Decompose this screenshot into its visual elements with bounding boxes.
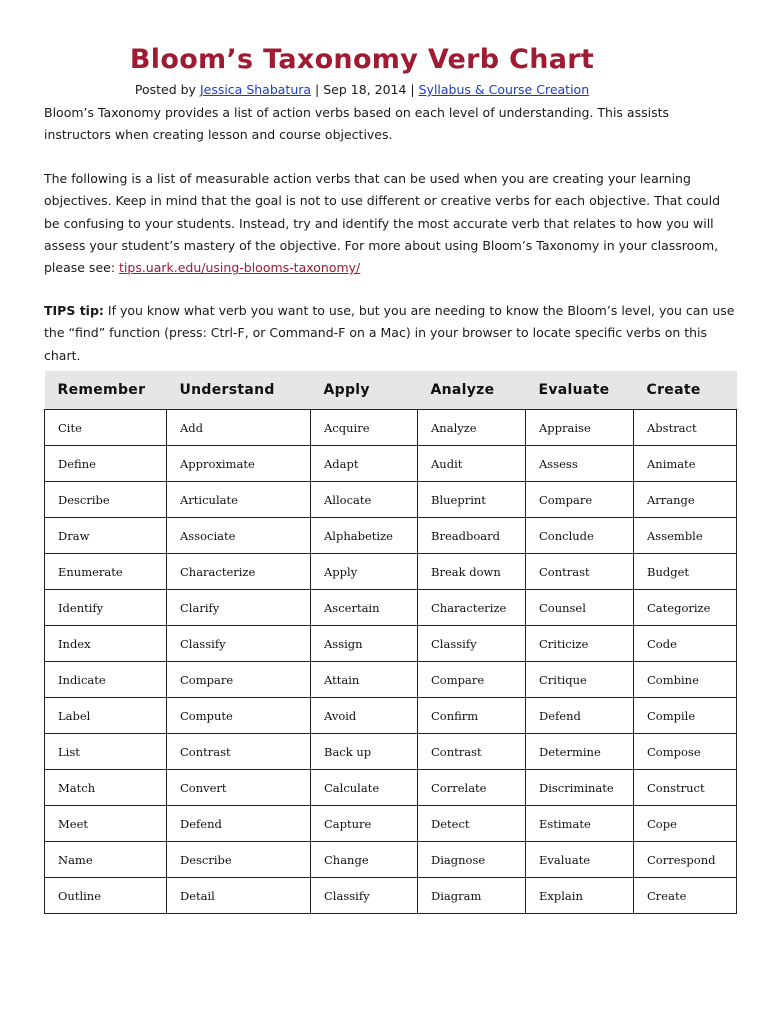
category-link[interactable]: Syllabus & Course Creation	[418, 82, 590, 97]
table-cell: Capture	[311, 806, 418, 842]
table-cell: Calculate	[311, 770, 418, 806]
tips-paragraph	[44, 300, 736, 367]
table-cell: Index	[45, 626, 167, 662]
table-cell: Adapt	[311, 446, 418, 482]
table-cell: Counsel	[526, 590, 634, 626]
table-cell: Construct	[634, 770, 737, 806]
table-cell: Alphabetize	[311, 518, 418, 554]
table-cell: Label	[45, 698, 167, 734]
page-title: Bloom’s Taxonomy Verb Chart	[129, 44, 595, 75]
table-cell: Blueprint	[418, 482, 526, 518]
table-cell: Contrast	[418, 734, 526, 770]
table-row	[45, 518, 737, 554]
table-cell: Draw	[45, 518, 167, 554]
table-cell: Compile	[634, 698, 737, 734]
column-header-apply: Apply	[311, 371, 418, 410]
post-date: Sep 18, 2014	[323, 82, 407, 97]
table-row	[45, 734, 737, 770]
table-cell: Abstract	[634, 410, 737, 446]
table-cell: Diagram	[418, 878, 526, 914]
table-cell: Add	[167, 410, 311, 446]
table-cell: Compare	[526, 482, 634, 518]
table-cell: Classify	[167, 626, 311, 662]
table-row	[45, 806, 737, 842]
table-row	[45, 482, 737, 518]
table-cell: Clarify	[167, 590, 311, 626]
table-cell: Cite	[45, 410, 167, 446]
table-cell: Audit	[418, 446, 526, 482]
column-header-analyze: Analyze	[418, 371, 526, 410]
table-cell: Create	[634, 878, 737, 914]
table-cell: Appraise	[526, 410, 634, 446]
table-cell: Change	[311, 842, 418, 878]
table-cell: Contrast	[526, 554, 634, 590]
column-header-create: Create	[634, 371, 737, 410]
table-cell: Detail	[167, 878, 311, 914]
table-cell: Describe	[45, 482, 167, 518]
table-cell: Characterize	[418, 590, 526, 626]
table-cell: Identify	[45, 590, 167, 626]
table-cell: Back up	[311, 734, 418, 770]
table-cell: Confirm	[418, 698, 526, 734]
table-cell: Criticize	[526, 626, 634, 662]
table-cell: Evaluate	[526, 842, 634, 878]
table-row	[45, 590, 737, 626]
table-cell: Arrange	[634, 482, 737, 518]
table-cell: Analyze	[418, 410, 526, 446]
table-cell: Apply	[311, 554, 418, 590]
table-header-row	[45, 371, 737, 410]
table-cell: Budget	[634, 554, 737, 590]
table-cell: Articulate	[167, 482, 311, 518]
table-cell: Associate	[167, 518, 311, 554]
table-cell: List	[45, 734, 167, 770]
column-header-remember: Remember	[45, 371, 167, 410]
table-cell: Diagnose	[418, 842, 526, 878]
table-cell: Assess	[526, 446, 634, 482]
table-row	[45, 446, 737, 482]
table-cell: Characterize	[167, 554, 311, 590]
column-header-understand: Understand	[167, 371, 311, 410]
byline	[44, 81, 680, 99]
table-cell: Determine	[526, 734, 634, 770]
intro-paragraph: Bloom’s Taxonomy provides a list of action verbs based on each level of understanding. This assists instructors when creating lesson and course objectives.	[44, 105, 669, 143]
table-cell: Categorize	[634, 590, 737, 626]
table-cell: Meet	[45, 806, 167, 842]
table-cell: Assign	[311, 626, 418, 662]
table-row	[45, 698, 737, 734]
table-cell: Assemble	[634, 518, 737, 554]
byline-posted-by: Posted by	[134, 82, 196, 97]
table-cell: Classify	[418, 626, 526, 662]
table-cell: Indicate	[45, 662, 167, 698]
verb-chart-table	[44, 371, 737, 914]
description-text: The following is a list of measurable action verbs that can be used when you are creating your learning objectives. Keep in mind that the goal is not to use different or creative verbs for each objective. That could be confusing to your students. Instead, try and identify the most accurate verb that relates to how you will assess your student’s mastery of the objective. For more about using Bloom’s Taxonomy in your classroom, please see:	[44, 171, 721, 276]
table-cell: Estimate	[526, 806, 634, 842]
taxonomy-link[interactable]: tips.uark.edu/using-blooms-taxonomy/	[119, 260, 361, 276]
description-paragraph	[44, 168, 736, 279]
table-row	[45, 662, 737, 698]
table-cell: Breadboard	[418, 518, 526, 554]
column-header-evaluate: Evaluate	[526, 371, 634, 410]
table-cell: Attain	[311, 662, 418, 698]
table-cell: Describe	[167, 842, 311, 878]
table-cell: Cope	[634, 806, 737, 842]
table-cell: Define	[45, 446, 167, 482]
table-cell: Discriminate	[526, 770, 634, 806]
table-cell: Avoid	[311, 698, 418, 734]
table-cell: Correlate	[418, 770, 526, 806]
table-body	[45, 410, 737, 914]
table-cell: Compare	[167, 662, 311, 698]
table-cell: Compose	[634, 734, 737, 770]
table-cell: Approximate	[167, 446, 311, 482]
table-cell: Match	[45, 770, 167, 806]
table-row	[45, 842, 737, 878]
table-row	[45, 410, 737, 446]
table-cell: Ascertain	[311, 590, 418, 626]
tips-text: If you know what verb you want to use, but you are needing to know the Bloom’s level, you can use the “find” function (press: Ctrl-F, or Command-F on a Mac) in your browser to locate specific verbs on this chart.	[44, 303, 735, 363]
table-cell: Defend	[167, 806, 311, 842]
table-row	[45, 626, 737, 662]
table-cell: Classify	[311, 878, 418, 914]
table-cell: Explain	[526, 878, 634, 914]
table-cell: Compute	[167, 698, 311, 734]
table-cell: Allocate	[311, 482, 418, 518]
table-cell: Animate	[634, 446, 737, 482]
table-cell: Detect	[418, 806, 526, 842]
table-cell: Compare	[418, 662, 526, 698]
author-link[interactable]: Jessica Shabatura	[199, 82, 312, 97]
table-cell: Break down	[418, 554, 526, 590]
table-cell: Contrast	[167, 734, 311, 770]
byline-separator: |	[406, 82, 419, 97]
table-cell: Defend	[526, 698, 634, 734]
table-cell: Enumerate	[45, 554, 167, 590]
table-cell: Combine	[634, 662, 737, 698]
table-cell: Critique	[526, 662, 634, 698]
table-cell: Outline	[45, 878, 167, 914]
byline-separator: |	[311, 82, 324, 97]
table-cell: Conclude	[526, 518, 634, 554]
table-cell: Correspond	[634, 842, 737, 878]
table-cell: Acquire	[311, 410, 418, 446]
table-row	[45, 770, 737, 806]
tips-label: TIPS tip:	[44, 303, 104, 318]
table-cell: Convert	[167, 770, 311, 806]
table-row	[45, 554, 737, 590]
table-cell: Name	[45, 842, 167, 878]
table-cell: Code	[634, 626, 737, 662]
table-row	[45, 878, 737, 914]
